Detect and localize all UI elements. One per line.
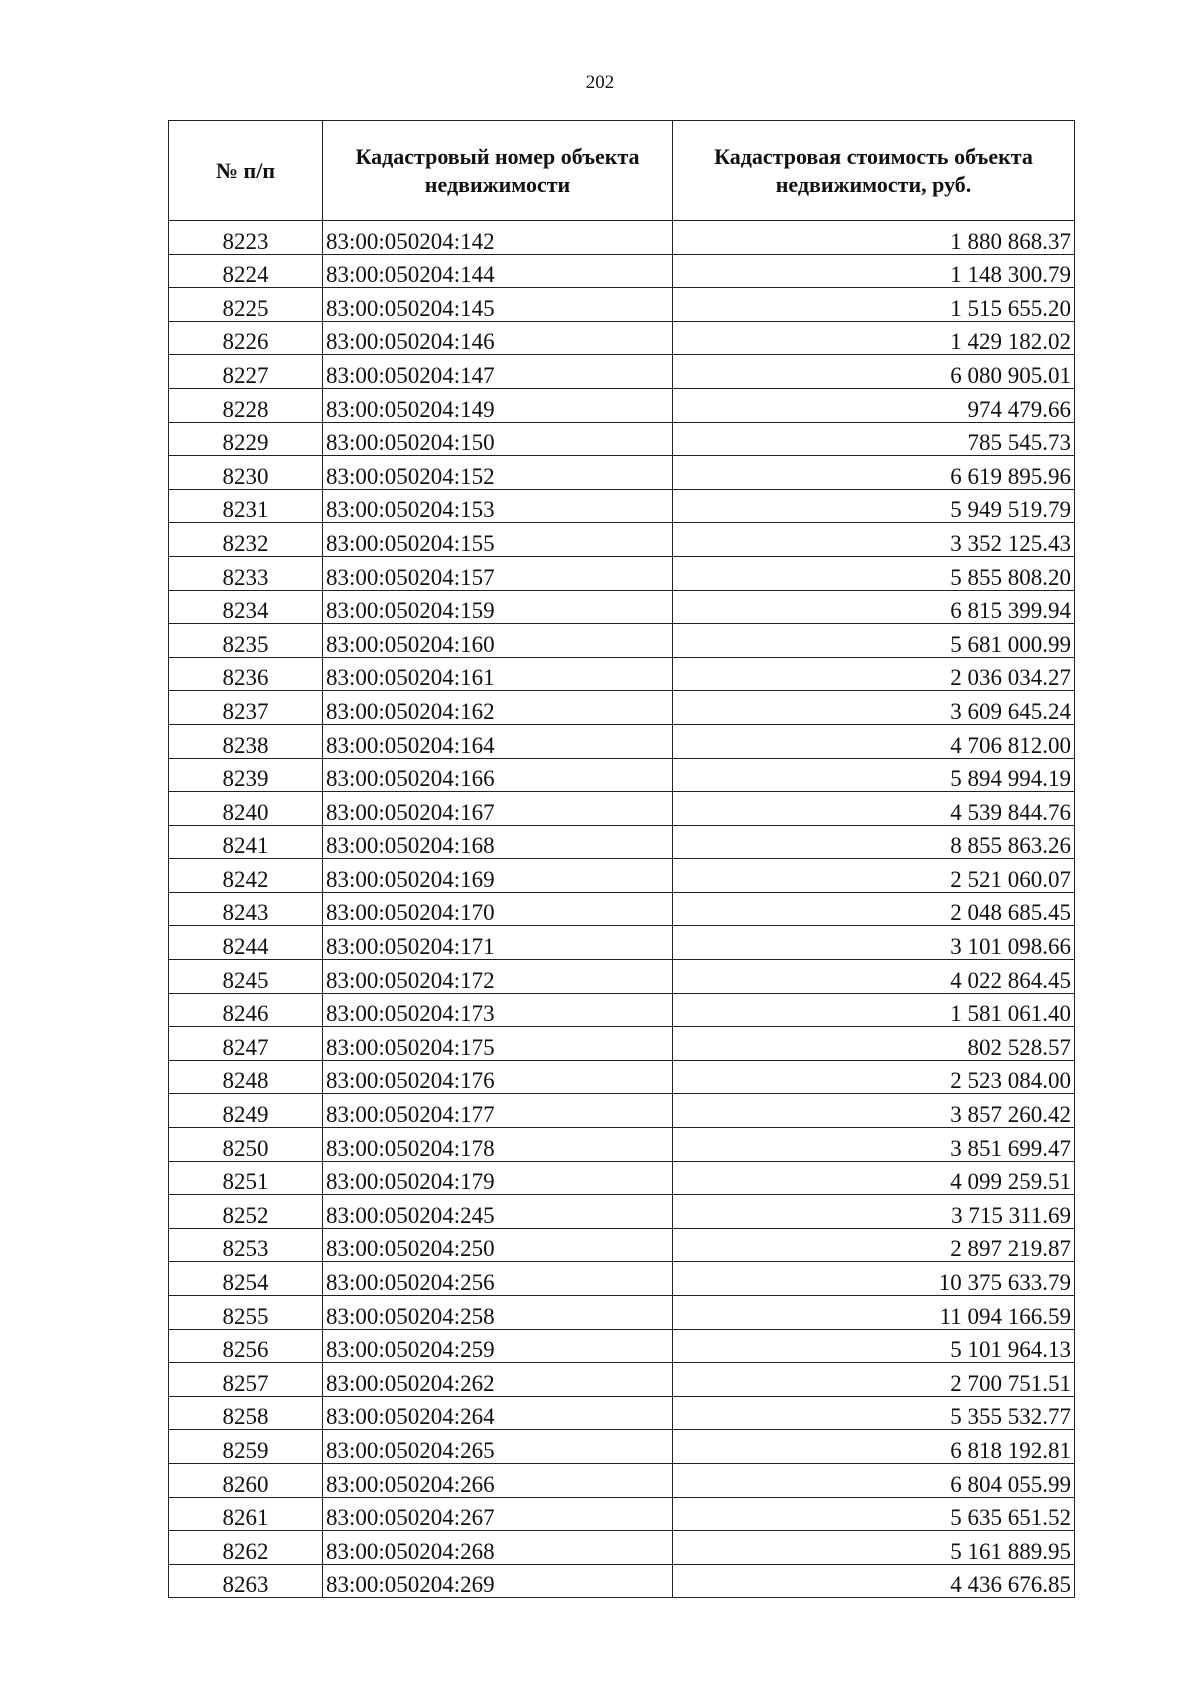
table-row [169,1363,1075,1397]
table-row [169,1094,1075,1128]
row-number-cell: 8251 [169,1161,323,1195]
cadastral-value-cell: 974 479.66 [673,388,1075,422]
cadastral-number-cell: 83:00:050204:178 [323,1128,673,1162]
table-row [169,1430,1075,1464]
cadastral-value-cell: 5 855 808.20 [673,556,1075,590]
cadastral-value-cell: 6 815 399.94 [673,590,1075,624]
table-row [169,1195,1075,1229]
cadastral-number-cell: 83:00:050204:169 [323,859,673,893]
cadastral-value-cell: 785 545.73 [673,422,1075,456]
table-row [169,254,1075,288]
cadastral-value-cell: 6 804 055.99 [673,1463,1075,1497]
cadastral-value-cell: 5 894 994.19 [673,758,1075,792]
cadastral-number-cell: 83:00:050204:172 [323,960,673,994]
cadastral-value-cell: 10 375 633.79 [673,1262,1075,1296]
table-row [169,758,1075,792]
cadastral-number-cell: 83:00:050204:160 [323,624,673,658]
row-number-cell: 8229 [169,422,323,456]
cadastral-number-cell: 83:00:050204:269 [323,1564,673,1598]
cadastral-number-cell: 83:00:050204:162 [323,691,673,725]
table-row [169,523,1075,557]
cadastral-number-cell: 83:00:050204:164 [323,724,673,758]
cadastral-value-cell: 5 635 651.52 [673,1497,1075,1531]
cadastral-value-cell: 6 080 905.01 [673,355,1075,389]
row-number-cell: 8237 [169,691,323,725]
cadastral-number-cell: 83:00:050204:166 [323,758,673,792]
cadastral-number-cell: 83:00:050204:152 [323,456,673,490]
table-row [169,624,1075,658]
table-row [169,221,1075,255]
cadastral-number-cell: 83:00:050204:147 [323,355,673,389]
cadastral-number-cell: 83:00:050204:149 [323,388,673,422]
row-number-cell: 8242 [169,859,323,893]
row-number-cell: 8259 [169,1430,323,1464]
table-row [169,792,1075,826]
page-number: 202 [585,72,615,93]
cadastral-number-cell: 83:00:050204:250 [323,1228,673,1262]
cadastral-value-cell: 2 048 685.45 [673,892,1075,926]
cadastral-value-cell: 3 352 125.43 [673,523,1075,557]
cadastral-number-cell: 83:00:050204:144 [323,254,673,288]
cadastral-number-cell: 83:00:050204:179 [323,1161,673,1195]
cadastral-number-cell: 83:00:050204:157 [323,556,673,590]
cadastral-number-cell: 83:00:050204:159 [323,590,673,624]
cadastral-value-cell: 2 523 084.00 [673,1060,1075,1094]
row-number-cell: 8258 [169,1396,323,1430]
row-number-cell: 8231 [169,489,323,523]
cadastral-value-cell: 5 161 889.95 [673,1531,1075,1565]
table-row [169,1531,1075,1565]
row-number-cell: 8239 [169,758,323,792]
row-number-cell: 8253 [169,1228,323,1262]
table-row [169,321,1075,355]
cadastral-value-cell: 8 855 863.26 [673,825,1075,859]
cadastral-number-cell: 83:00:050204:175 [323,1027,673,1061]
cadastral-number-cell: 83:00:050204:167 [323,792,673,826]
table-row [169,590,1075,624]
row-number-cell: 8261 [169,1497,323,1531]
row-number-cell: 8230 [169,456,323,490]
table-row [169,1329,1075,1363]
cadastral-value-cell: 5 681 000.99 [673,624,1075,658]
cadastral-value-cell: 1 515 655.20 [673,288,1075,322]
row-number-cell: 8241 [169,825,323,859]
cadastral-value-cell: 5 949 519.79 [673,489,1075,523]
table-row [169,825,1075,859]
cadastral-value-cell: 1 148 300.79 [673,254,1075,288]
cadastral-number-cell: 83:00:050204:146 [323,321,673,355]
cadastral-value-cell: 6 818 192.81 [673,1430,1075,1464]
cadastral-value-cell: 4 436 676.85 [673,1564,1075,1598]
cadastral-number-cell: 83:00:050204:150 [323,422,673,456]
row-number-cell: 8250 [169,1128,323,1162]
table-row [169,691,1075,725]
table-row [169,1228,1075,1262]
row-number-cell: 8238 [169,724,323,758]
table-row [169,724,1075,758]
row-number-cell: 8243 [169,892,323,926]
row-number-cell: 8232 [169,523,323,557]
header-cadastral-value: Кадастровая стоимость объекта недвижимости, руб. [673,121,1075,221]
row-number-cell: 8245 [169,960,323,994]
row-number-cell: 8260 [169,1463,323,1497]
table-row [169,1296,1075,1330]
table-row [169,388,1075,422]
cadastral-number-cell: 83:00:050204:170 [323,892,673,926]
row-number-cell: 8223 [169,221,323,255]
row-number-cell: 8234 [169,590,323,624]
cadastral-value-cell: 4 022 864.45 [673,960,1075,994]
cadastral-number-cell: 83:00:050204:145 [323,288,673,322]
table-row [169,288,1075,322]
cadastral-number-cell: 83:00:050204:262 [323,1363,673,1397]
row-number-cell: 8227 [169,355,323,389]
cadastral-number-cell: 83:00:050204:177 [323,1094,673,1128]
cadastral-value-cell: 5 101 964.13 [673,1329,1075,1363]
cadastral-number-cell: 83:00:050204:268 [323,1531,673,1565]
cadastral-value-cell: 2 897 219.87 [673,1228,1075,1262]
table-row [169,422,1075,456]
row-number-cell: 8256 [169,1329,323,1363]
cadastral-number-cell: 83:00:050204:258 [323,1296,673,1330]
cadastral-value-cell: 5 355 532.77 [673,1396,1075,1430]
cadastral-value-cell: 11 094 166.59 [673,1296,1075,1330]
cadastral-number-cell: 83:00:050204:171 [323,926,673,960]
cadastral-number-cell: 83:00:050204:155 [323,523,673,557]
table-row [169,355,1075,389]
cadastral-value-cell: 1 429 182.02 [673,321,1075,355]
cadastral-value-cell: 2 700 751.51 [673,1363,1075,1397]
cadastral-number-cell: 83:00:050204:142 [323,221,673,255]
cadastral-number-cell: 83:00:050204:153 [323,489,673,523]
table-header-row [169,121,1075,221]
table-row [169,556,1075,590]
row-number-cell: 8247 [169,1027,323,1061]
table-row [169,489,1075,523]
table-row [169,926,1075,960]
table-row [169,1128,1075,1162]
table-row [169,456,1075,490]
cadastral-number-cell: 83:00:050204:245 [323,1195,673,1229]
row-number-cell: 8257 [169,1363,323,1397]
row-number-cell: 8225 [169,288,323,322]
row-number-cell: 8254 [169,1262,323,1296]
cadastral-value-cell: 2 036 034.27 [673,657,1075,691]
table-row [169,1497,1075,1531]
cadastral-value-cell: 4 099 259.51 [673,1161,1075,1195]
table-row [169,657,1075,691]
row-number-cell: 8246 [169,993,323,1027]
table-row [169,1027,1075,1061]
row-number-cell: 8262 [169,1531,323,1565]
cadastral-value-cell: 802 528.57 [673,1027,1075,1061]
cadastral-number-cell: 83:00:050204:259 [323,1329,673,1363]
table-row [169,859,1075,893]
row-number-cell: 8228 [169,388,323,422]
table-body [169,221,1075,1598]
table-row [169,1463,1075,1497]
cadastral-value-cell: 3 851 699.47 [673,1128,1075,1162]
row-number-cell: 8248 [169,1060,323,1094]
cadastral-value-cell: 3 609 645.24 [673,691,1075,725]
header-row-number: № п/п [169,121,323,221]
row-number-cell: 8236 [169,657,323,691]
cadastral-number-cell: 83:00:050204:267 [323,1497,673,1531]
cadastral-number-cell: 83:00:050204:266 [323,1463,673,1497]
row-number-cell: 8235 [169,624,323,658]
table-row [169,1262,1075,1296]
row-number-cell: 8226 [169,321,323,355]
table-row [169,1060,1075,1094]
cadastral-number-cell: 83:00:050204:256 [323,1262,673,1296]
cadastral-number-cell: 83:00:050204:173 [323,993,673,1027]
table-row [169,1161,1075,1195]
cadastral-number-cell: 83:00:050204:265 [323,1430,673,1464]
cadastral-number-cell: 83:00:050204:168 [323,825,673,859]
header-cadastral-number: Кадастровый номер объекта недвижимости [323,121,673,221]
row-number-cell: 8240 [169,792,323,826]
table-row [169,960,1075,994]
cadastral-value-table [168,120,1075,1598]
cadastral-value-cell: 4 706 812.00 [673,724,1075,758]
row-number-cell: 8233 [169,556,323,590]
cadastral-value-cell: 2 521 060.07 [673,859,1075,893]
row-number-cell: 8244 [169,926,323,960]
cadastral-number-cell: 83:00:050204:176 [323,1060,673,1094]
cadastral-number-cell: 83:00:050204:161 [323,657,673,691]
cadastral-value-cell: 6 619 895.96 [673,456,1075,490]
cadastral-value-cell: 3 715 311.69 [673,1195,1075,1229]
cadastral-value-cell: 1 880 868.37 [673,221,1075,255]
cadastral-value-cell: 3 857 260.42 [673,1094,1075,1128]
cadastral-number-cell: 83:00:050204:264 [323,1396,673,1430]
table-row [169,1396,1075,1430]
table-row [169,1564,1075,1598]
row-number-cell: 8263 [169,1564,323,1598]
table-row [169,892,1075,926]
cadastral-value-cell: 1 581 061.40 [673,993,1075,1027]
cadastral-value-cell: 3 101 098.66 [673,926,1075,960]
cadastral-value-cell: 4 539 844.76 [673,792,1075,826]
row-number-cell: 8255 [169,1296,323,1330]
table-row [169,993,1075,1027]
row-number-cell: 8224 [169,254,323,288]
row-number-cell: 8252 [169,1195,323,1229]
row-number-cell: 8249 [169,1094,323,1128]
